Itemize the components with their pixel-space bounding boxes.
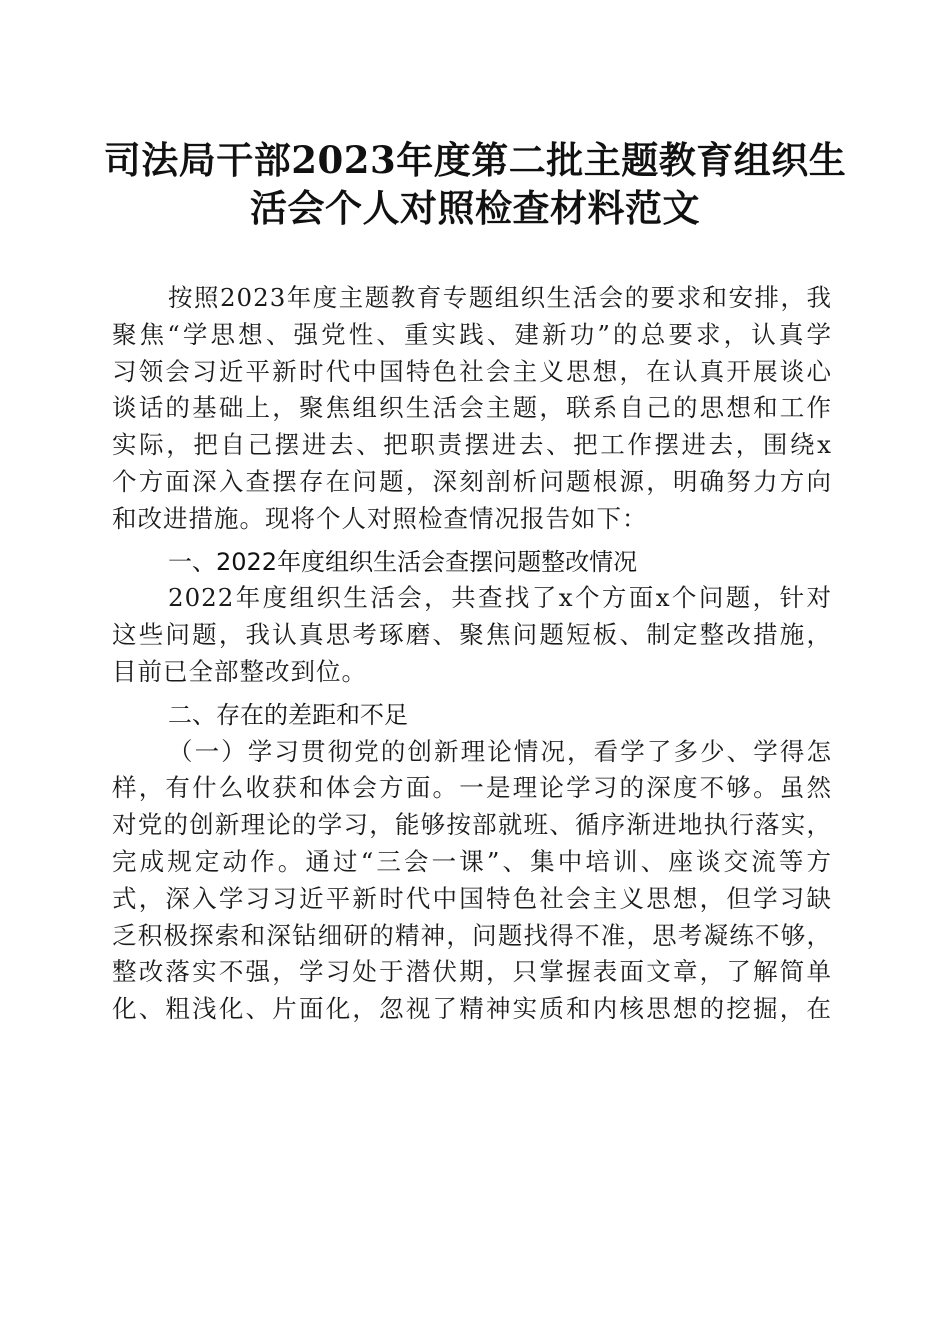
paragraph-line: 个方面深入查摆存在问题，深刻剖析问题根源，明确努力方向: [112, 466, 832, 496]
section-heading-2: 二、存在的差距和不足: [168, 700, 408, 729]
title-line-1: 司法局干部2023年度第二批主题教育组织生: [103, 138, 847, 182]
paragraph-line: 2022年度组织生活会，共查找了x个方面x个问题，针对: [168, 583, 832, 613]
paragraph-line: 聚焦“学思想、强党性、重实践、建新功”的总要求，认真学: [112, 319, 832, 349]
paragraph-line: 这些问题，我认真思考琢磨、聚焦问题短板、制定整改措施，: [112, 620, 832, 650]
paragraph-line: 按照2023年度主题教育专题组织生活会的要求和安排，我: [168, 283, 832, 312]
paragraph-line: 完成规定动作。通过“三会一课”、集中培训、座谈交流等方: [112, 846, 832, 876]
intro-paragraph: [112, 280, 832, 538]
paragraph-line: 式，深入学习习近平新时代中国特色社会主义思想，但学习缺: [112, 883, 832, 913]
paragraph-line: 和改进措施。现将个人对照检查情况报告如下：: [112, 503, 648, 533]
section1-paragraph: [112, 580, 832, 690]
paragraph-line: 乏积极探索和深钻细研的精神，问题找得不准，思考凝练不够，: [112, 920, 832, 950]
paragraph-line: 化、粗浅化、片面化，忽视了精神实质和内核思想的挖掘，在: [112, 994, 832, 1024]
section-heading-1: 一、2022年度组织生活会查摆问题整改情况: [168, 547, 638, 576]
paragraph-line: （一）学习贯彻党的创新理论情况，看学了多少、学得怎: [168, 736, 832, 766]
paragraph-line: 样，有什么收获和体会方面。一是理论学习的深度不够。虽然: [112, 773, 832, 803]
paragraph-line: 整改落实不强，学习处于潜伏期，只掌握表面文章，了解简单: [112, 957, 832, 987]
section2-paragraph: [112, 734, 832, 1028]
paragraph-line: 目前已全部整改到位。: [112, 656, 367, 686]
paragraph-line: 谈话的基础上，聚焦组织生活会主题，联系自己的思想和工作: [112, 393, 832, 423]
paragraph-line: 对党的创新理论的学习，能够按部就班、循序渐进地执行落实，: [112, 810, 832, 840]
title-line-2: 活会个人对照检查材料范文: [250, 186, 700, 230]
paragraph-line: 实际，把自己摆进去、把职责摆进去、把工作摆进去，围绕x: [112, 430, 832, 460]
document-title: [100, 136, 850, 232]
document-body: [112, 280, 832, 1028]
paragraph-line: 习领会习近平新时代中国特色社会主义思想，在认真开展谈心: [112, 356, 832, 386]
